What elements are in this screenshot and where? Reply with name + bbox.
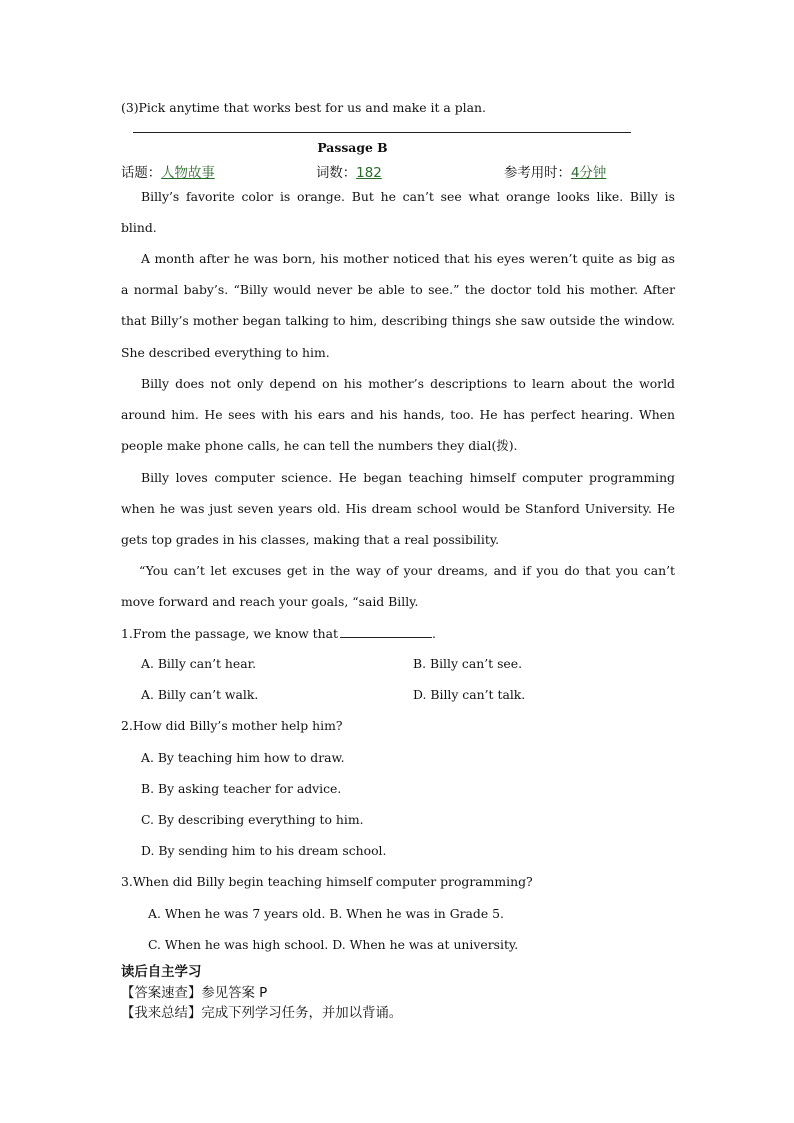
time-label: 参考用时： xyxy=(504,166,571,181)
count-label: 词数： xyxy=(316,166,357,181)
topic-value: 人物故事 xyxy=(161,166,215,181)
paragraph-3: Billy does not only depend on his mother’s descriptions to learn about the world around him. He sees with his ears and his hands, too. He has perfect hearing. When people make phone calls, he can tell the numbers they dial(拨). xyxy=(121,376,675,454)
meta-word-count xyxy=(316,162,382,181)
paragraph-5: “You can’t let excuses get in the way of your dreams, and if you do that you can’t move forward and reach your goals, “said Billy. xyxy=(121,563,675,610)
q1-option-d: D. Billy can’t talk. xyxy=(413,687,526,702)
paragraph-1: Billy’s favorite color is orange. But he can’t see what orange looks like. Billy is blind. xyxy=(121,189,675,236)
intro-line: (3)Pick anytime that works best for us and make it a plan. xyxy=(121,100,486,115)
footer-heading: 读后自主学习 xyxy=(121,965,202,980)
q1-option-c: A. Billy can’t walk. xyxy=(141,687,259,702)
question-3-stem: 3.When did Billy begin teaching himself computer programming? xyxy=(121,874,533,889)
paragraph-2: A month after he was born, his mother noticed that his eyes weren’t quite as big as a normal baby’s. “Billy would never be able to see.” the doctor told his mother. After that Billy’s mother began talking to him, describing things she saw outside the window. She described everything to him. xyxy=(121,251,675,360)
meta-time xyxy=(504,162,606,181)
q2-option-d: D. By sending him to his dream school. xyxy=(141,843,387,858)
q3-options-line-2: C. When he was high school. D. When he was at university. xyxy=(148,937,519,952)
q2-option-c: C. By describing everything to him. xyxy=(141,812,364,827)
answer-blank[interactable] xyxy=(340,625,432,638)
divider-line xyxy=(133,132,631,133)
question-1-stem xyxy=(121,625,436,641)
q3-options-line-1: A. When he was 7 years old. B. When he was in Grade 5. xyxy=(148,906,504,921)
topic-label: 话题： xyxy=(121,166,162,181)
q1-option-b: B. Billy can’t see. xyxy=(413,656,523,671)
q1-option-a: A. Billy can’t hear. xyxy=(141,656,257,671)
q2-option-a: A. By teaching him how to draw. xyxy=(141,750,345,765)
count-value: 182 xyxy=(356,166,382,181)
footer-summary: 【我来总结】完成下列学习任务，并加以背诵。 xyxy=(121,1006,403,1021)
footer-answer-ref: 【答案速查】参见答案 P xyxy=(121,986,268,1001)
paragraph-4: Billy loves computer science. He began teaching himself computer programming when he was just seven years old. His dream school would be Stanford University. He gets top grades in his classes, making that a real possibility. xyxy=(121,470,675,548)
question-2-stem: 2.How did Billy’s mother help him? xyxy=(121,718,343,733)
question-1-end: . xyxy=(431,626,436,641)
q2-option-b: B. By asking teacher for advice. xyxy=(141,781,342,796)
time-value: 4分钟 xyxy=(570,166,607,181)
question-1-text: 1.From the passage, we know that xyxy=(121,626,338,641)
meta-topic xyxy=(121,162,215,181)
passage-title: Passage B xyxy=(317,140,388,155)
